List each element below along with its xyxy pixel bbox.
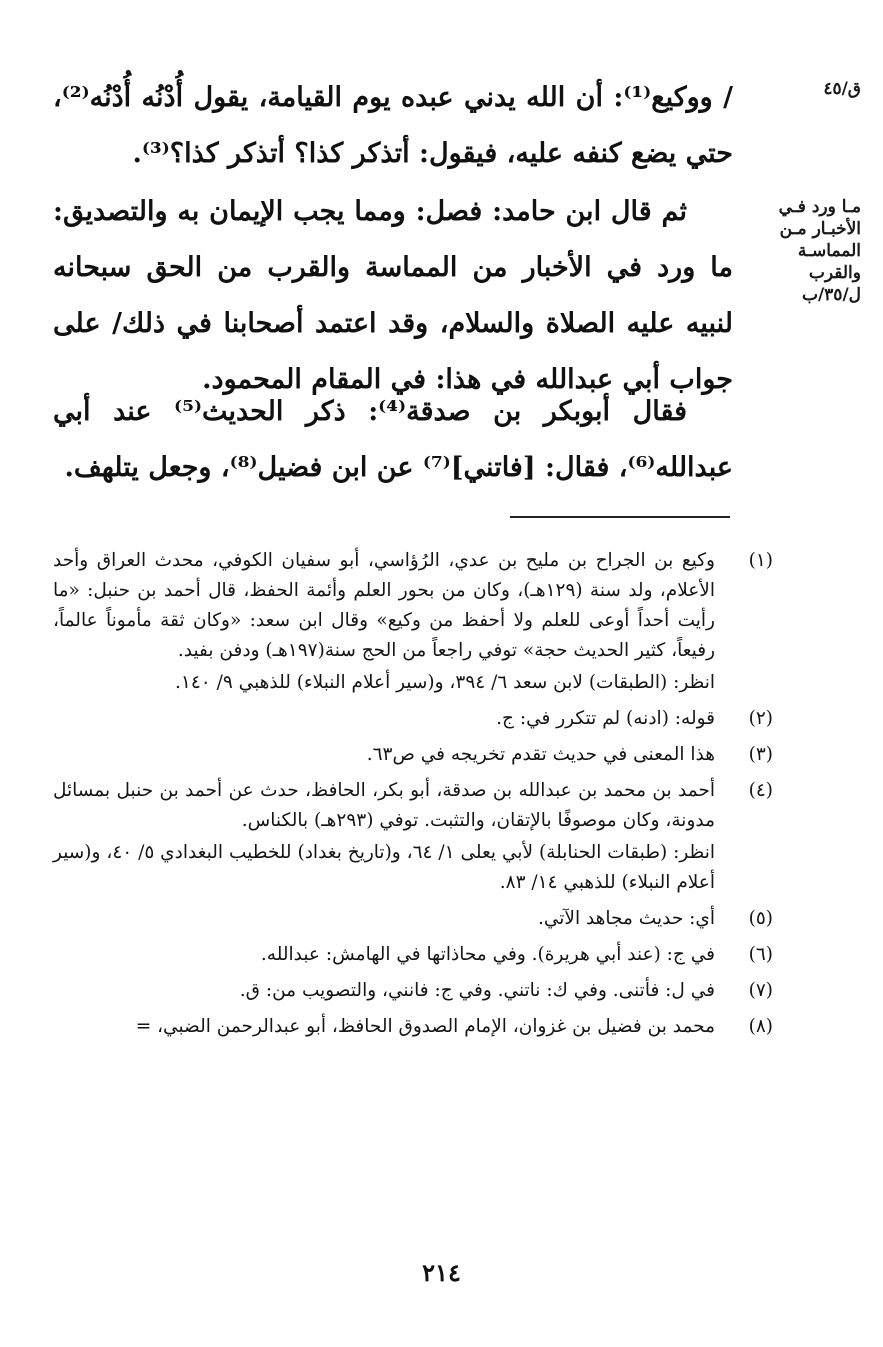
footnote-5 xyxy=(53,904,773,934)
footnote-6 xyxy=(53,940,773,970)
footnote-reference: انظر: (طبقات الحنابلة) لأبي يعلى ١/ ٦٤، و(تاريخ بغداد) للخطيب البغدادي ٥/ ٤٠، و(سير أعلام النبلاء) للذهبي ١٤/ ٨٣. xyxy=(53,842,715,893)
footnote-text: محمد بن فضيل بن غزوان، الإمام الصدوق الحافظ، أبو عبدالرحمن الضبي، = xyxy=(135,1016,715,1037)
side-heading-line: ل/٣٥/ب xyxy=(801,285,861,305)
footnote-number: (٥) xyxy=(748,908,773,929)
footnote-text: وكيع بن الجراح بن مليح بن عدي، الرُؤاسي، أبو سفيان الكوفي، محدث العراق وأحد الأعلام، ولد سنة (١٢٩هـ)، وكان من بحور العلم وأئمة الحفظ، قال أحمد بن حنبل: «ما رأيت أحداً أوعى للعلم ولا أحفظ من وكيع» وقال ابن سعد: «وكان ثقة مأموناً عالماً، رفيعاً، كثير الحديث حجة» توفي راجعاً من الحج سنة(١٩٧هـ) ودفن بفيد. xyxy=(53,550,715,661)
footnotes xyxy=(53,546,773,1048)
footnote-number: (٤) xyxy=(748,780,773,801)
main-paragraph-2: ثم قال ابن حامد: فصل: ومما يجب الإيمان به والتصديق: ما ورد في الأخبار من المماسة والقرب من الحق سبحانه لنبيه عليه الصلاة والسلام، وقد اعتمد أصحابنا في ذلك/ على جواب أبي عبدالله في هذا: في المقام المحمود. xyxy=(53,196,733,395)
folio-reference: ق/٤٥ xyxy=(823,79,861,99)
footnote-text: قوله: (ادنه) لم تتكرر في: ج. xyxy=(496,708,715,729)
side-heading-line: والقرب xyxy=(808,263,861,283)
footnote-text: أحمد بن محمد بن عبدالله بن صدقة، أبو بكر، الحافظ، حدث عن أحمد بن حنبل بمسائل مدونة، وكان موصوفًا بالإتقان، والتثبت. توفي (٢٩٣هـ) بالكناس. xyxy=(53,780,715,831)
side-heading-line: الأخبـار مـن xyxy=(779,219,861,239)
footnote-text: في ج: (عند أبي هريرة). وفي محاذاتها في الهامش: عبدالله. xyxy=(260,944,715,965)
footnote-number: (١) xyxy=(748,550,773,571)
footnote-number: (٧) xyxy=(748,980,773,1001)
footnote-number: (٨) xyxy=(748,1016,773,1037)
side-heading-line: المماسـة xyxy=(797,241,861,261)
footnote-8 xyxy=(53,1012,773,1042)
page-number: ٢١٤ xyxy=(422,1258,461,1287)
footnote-text: في ل: فأتنى. وفي ك: ناتني. وفي ج: فانني، والتصويب من: ق. xyxy=(239,980,715,1001)
footnote-text: هذا المعنى في حديث تقدم تخريجه في ص٦٣. xyxy=(366,744,715,765)
footnote-reference: انظر: (الطبقات) لابن سعد ٦/ ٣٩٤، و(سير أعلام النبلاء) للذهبي ٩/ ١٤٠. xyxy=(175,672,715,693)
footnote-1 xyxy=(53,546,773,698)
footnote-3 xyxy=(53,740,773,770)
main-paragraph-1: / ووكيع⁽¹⁾: أن الله يدني عبده يوم القيامة، يقول أُدْنُه أُدْنُه⁽²⁾، حتي يضع كنفه عليه، فيقول: أتذكر كذا؟ أتذكر كذا؟⁽³⁾. xyxy=(53,82,733,169)
footnote-number: (٢) xyxy=(748,708,773,729)
footnote-2 xyxy=(53,704,773,734)
footnote-number: (٣) xyxy=(748,744,773,765)
footnote-divider xyxy=(510,516,730,518)
main-paragraph-3: فقال أبوبكر بن صدقة⁽⁴⁾: ذكر الحديث⁽⁵⁾ عند أبي عبدالله⁽⁶⁾، فقال: [فاتني]⁽⁷⁾ عن ابن فضيل⁽⁸⁾، وجعل يتلهف. xyxy=(53,396,733,483)
footnote-text: أي: حديث مجاهد الآتي. xyxy=(537,908,715,929)
side-heading-line: مـا ورد فـي xyxy=(778,197,861,217)
footnote-4 xyxy=(53,776,773,898)
footnote-7 xyxy=(53,976,773,1006)
footnote-number: (٦) xyxy=(748,944,773,965)
side-heading xyxy=(761,196,861,306)
